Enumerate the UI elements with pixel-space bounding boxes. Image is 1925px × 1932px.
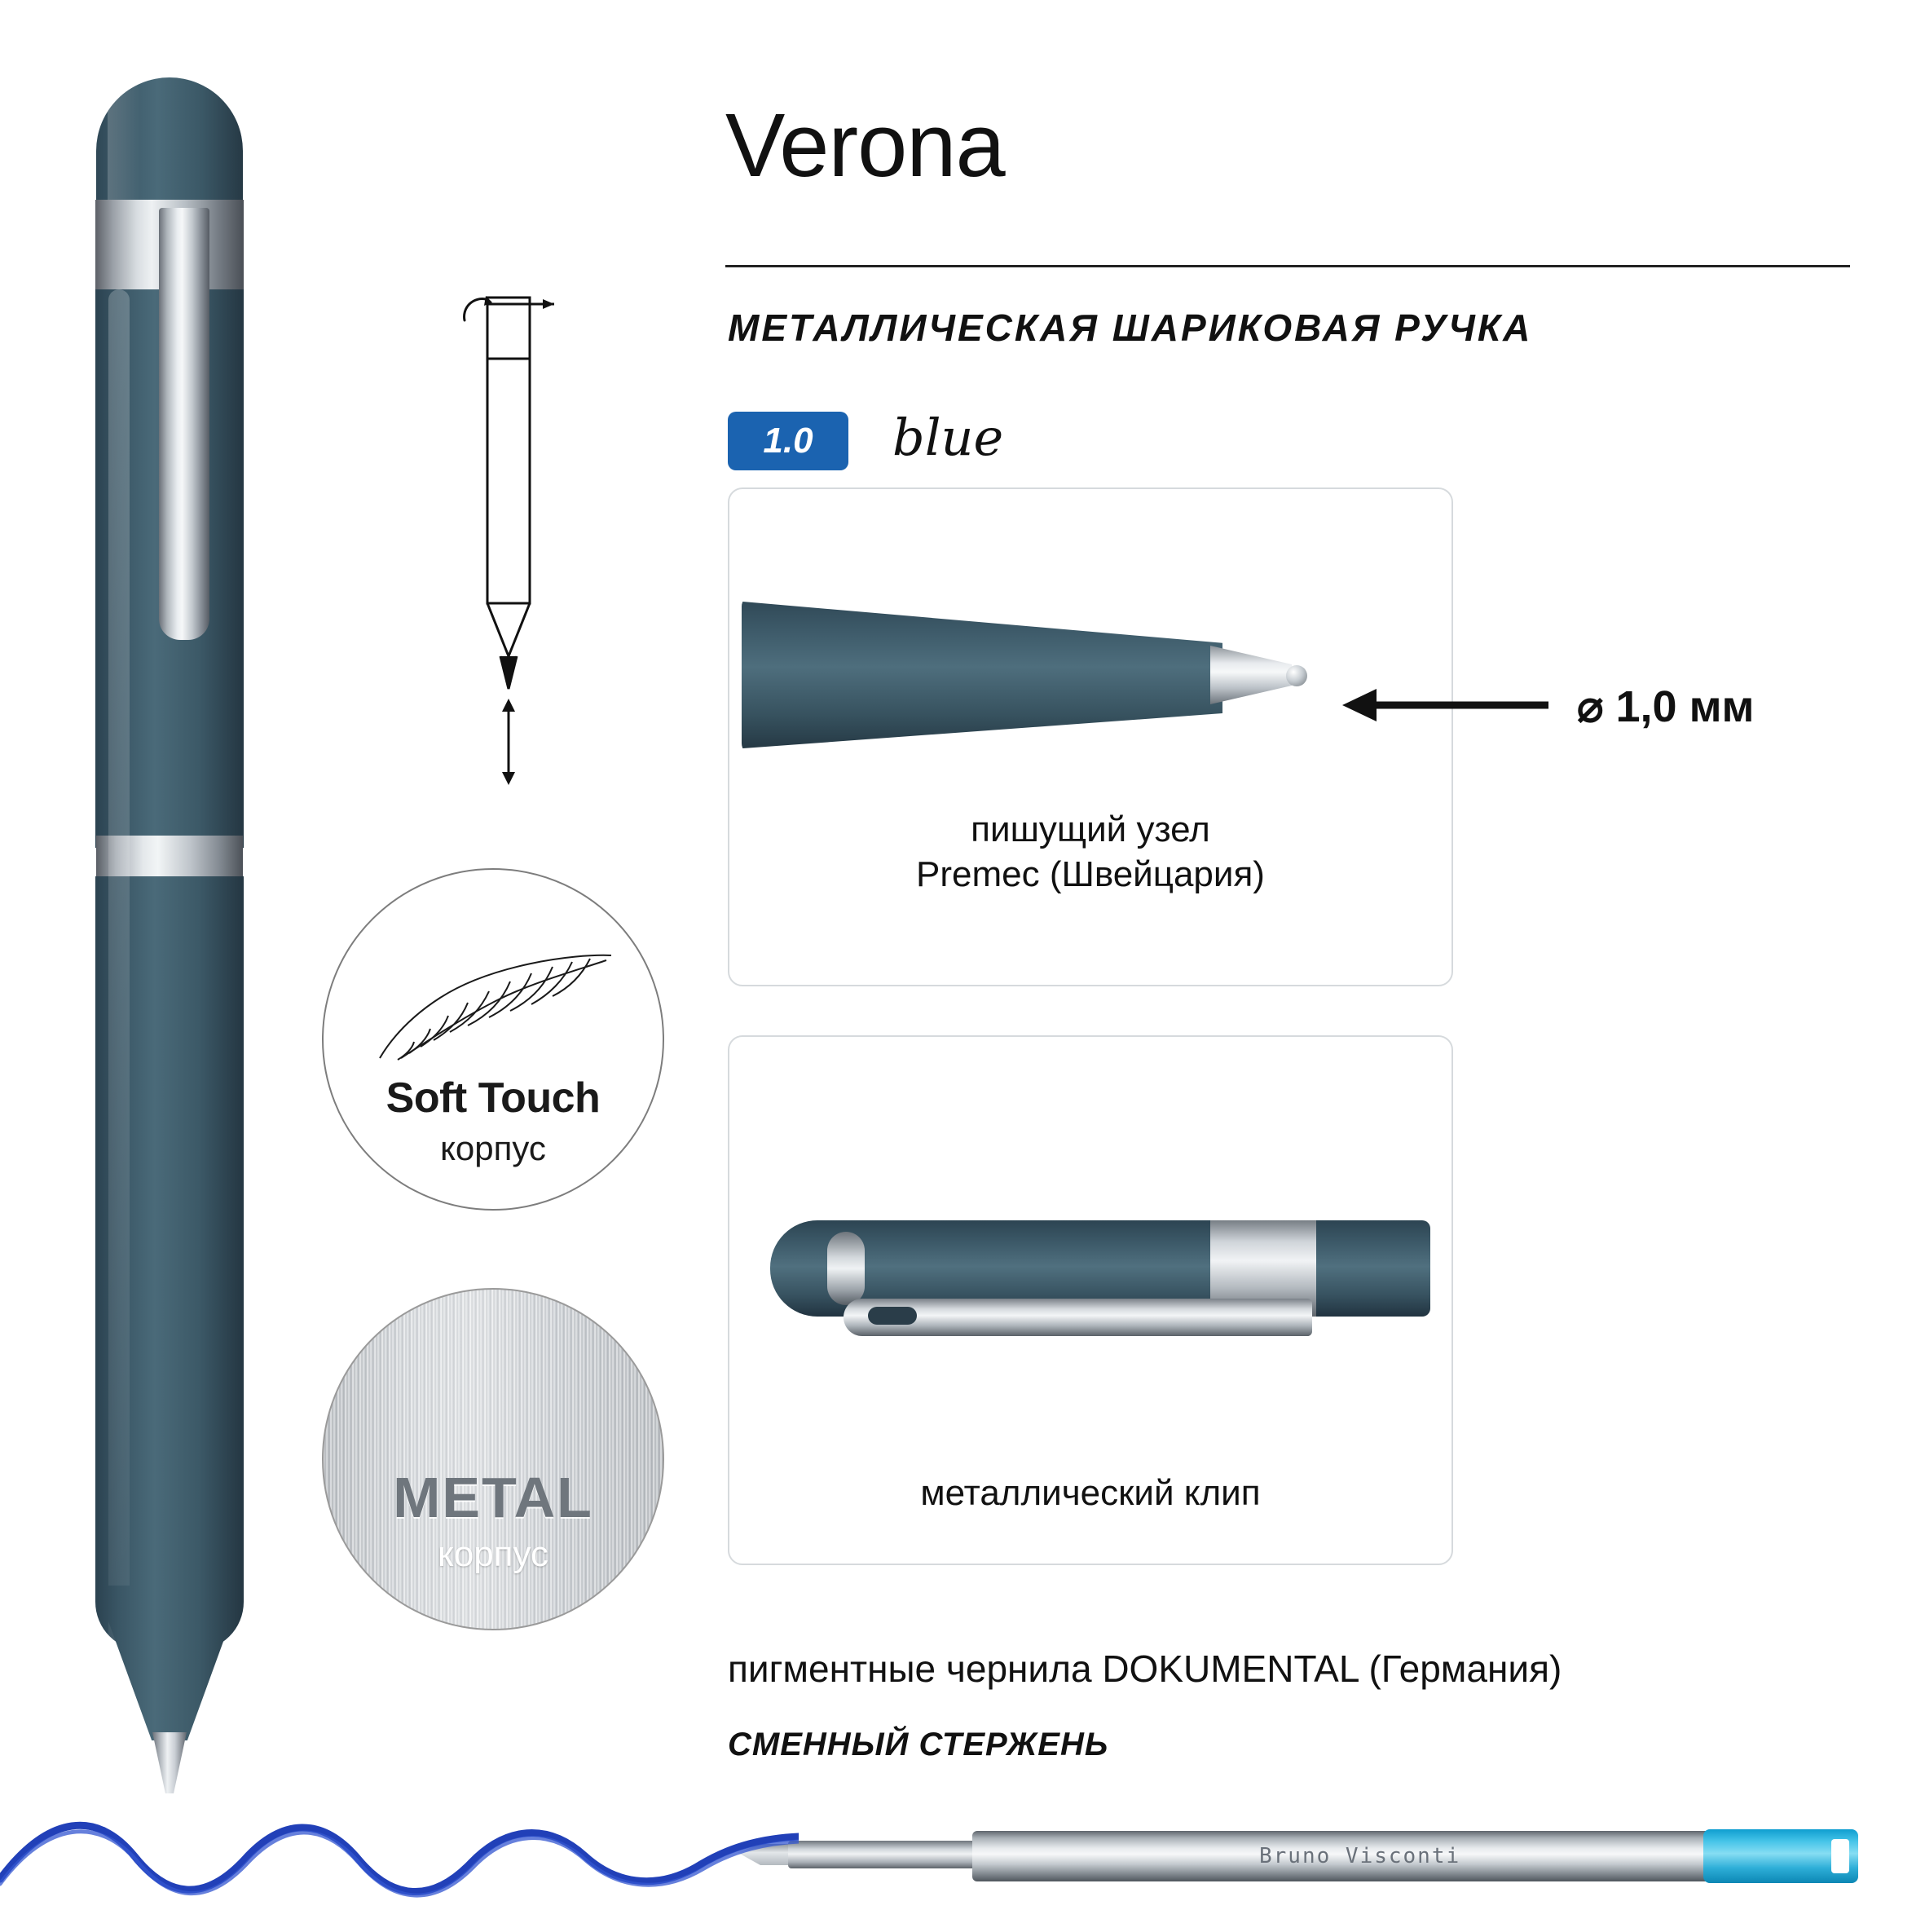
ink-scribble xyxy=(0,1781,799,1928)
tip-metal-cone xyxy=(1210,646,1292,704)
pen-cap xyxy=(96,77,243,208)
refill-end-slot xyxy=(1831,1839,1849,1873)
clip-pen-endcap xyxy=(827,1232,865,1305)
product-photo-full-pen xyxy=(77,77,265,1769)
badge-soft-touch-label: Soft Touch xyxy=(385,1074,601,1122)
badge-metal xyxy=(322,1288,664,1630)
clip-hole xyxy=(868,1307,917,1325)
product-subtitle: МЕТАЛЛИЧЕСКАЯ ШАРИКОВАЯ РУЧКА xyxy=(728,307,1533,349)
clip-illustration xyxy=(746,1155,1438,1400)
pen-highlight xyxy=(108,289,130,1643)
tip-caption-line2: Premec (Швейцария) xyxy=(916,854,1265,894)
ink-description: пигментные чернила DOKUMENTAL (Германия) xyxy=(728,1647,1562,1690)
badge-metal-label: METAL xyxy=(393,1466,593,1529)
title-divider xyxy=(725,265,1850,267)
diameter-label: ⌀ 1,0 мм xyxy=(1577,682,1755,731)
tip-cone xyxy=(742,595,1222,755)
badge-soft-touch-sublabel: корпус xyxy=(440,1129,546,1167)
tip-ball xyxy=(1286,665,1307,686)
refill-description: СМЕННЫЙ СТЕРЖЕНЬ xyxy=(728,1727,1109,1762)
tip-caption xyxy=(729,807,1451,897)
refill-illustration xyxy=(738,1824,1879,1898)
badge-metal-sublabel: корпус xyxy=(437,1534,549,1574)
tip-size-badge: 1.0 xyxy=(728,412,848,470)
panel-clip xyxy=(728,1035,1453,1565)
tip-caption-line1: пишущий узел xyxy=(971,809,1210,849)
twist-diagram-svg xyxy=(440,281,587,811)
pen-clip xyxy=(159,208,209,640)
tip-illustration xyxy=(742,595,1312,766)
refill-neck xyxy=(788,1841,976,1868)
refill-brand-text: Bruno Visconti xyxy=(1259,1844,1461,1868)
clip-caption: металлический клип xyxy=(920,1473,1261,1513)
page-title: Verona xyxy=(725,95,1005,196)
badge-soft-touch xyxy=(322,868,664,1211)
pen-cone xyxy=(95,1586,244,1740)
diameter-arrow-icon xyxy=(1341,689,1553,721)
panel-writing-tip xyxy=(728,487,1453,986)
ink-color-label: blue xyxy=(892,408,1004,467)
twist-mechanism-diagram xyxy=(440,281,587,811)
feather-icon xyxy=(368,947,621,1070)
